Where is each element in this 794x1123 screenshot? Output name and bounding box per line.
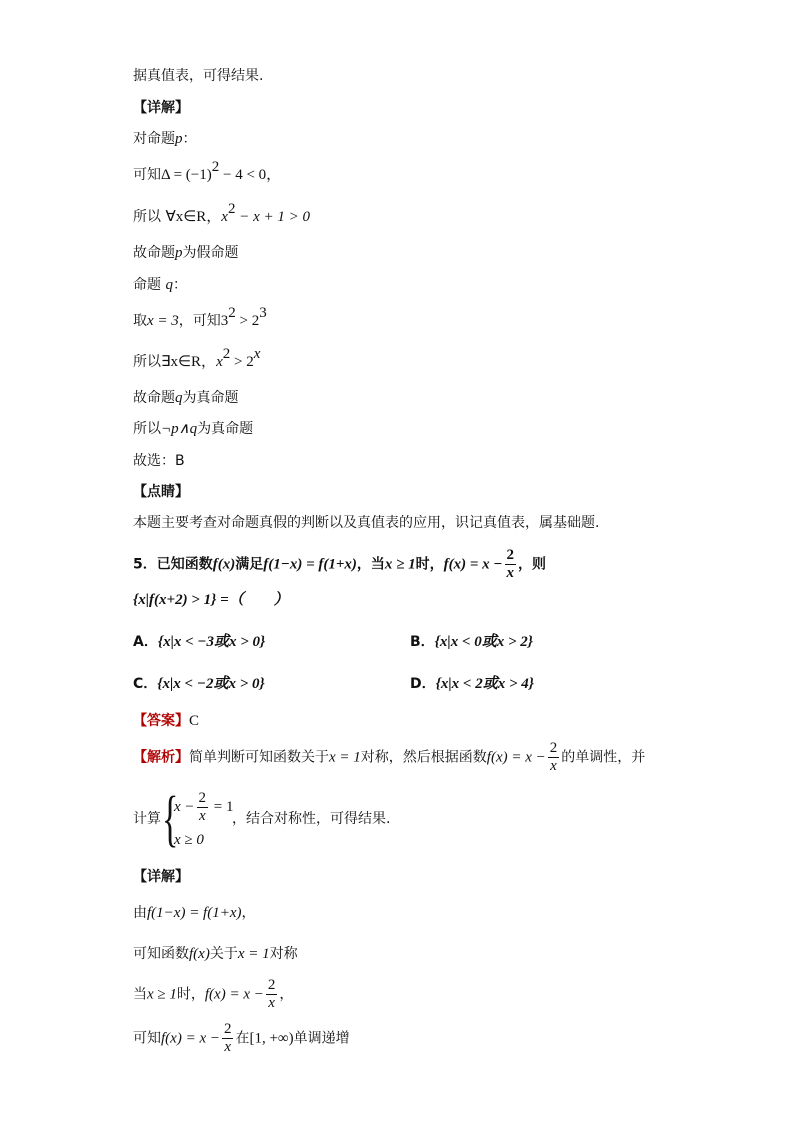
- analysis-line: 【解析】简单判断可知函数关于x = 1对称，然后根据函数f(x) = x − $\frac{2}{x}$ 的单调性，并: [133, 740, 646, 774]
- calc-label: 计算: [133, 811, 161, 827]
- option-a: A．{x|x < −3或x > 0}: [133, 634, 266, 650]
- system-eq-1: x − $\frac{2}{x}$ = 1: [174, 789, 234, 824]
- text-line: 据真值表，可得结果.: [133, 68, 264, 84]
- math-line: 由f(1−x) = f(1+x)，: [133, 905, 256, 921]
- text-line: 故命题p为假命题: [133, 245, 239, 261]
- text-line: 本题主要考查对命题真假的判断以及真值表的应用，识记真值表，属基础题.: [133, 515, 600, 531]
- math-line: 取x = 3，可知$3^2 > 2^3$: [133, 305, 267, 329]
- option-b: B．{x|x < 0或x > 2}: [410, 634, 534, 650]
- text-line: 故选：B: [133, 453, 185, 469]
- math-line: 所以∃x∈R，$x^2 > 2^x$: [133, 346, 261, 370]
- question-5: 5．已知函数f(x)满足f(1−x) = f(1+x)，当x ≥ 1时，f(x) = x − $\frac{2}{x}$ ，则: [133, 547, 547, 581]
- math-line: 可知f(x) = x − $\frac{2}{x}$ 在[1, +∞)单调递增: [133, 1021, 350, 1055]
- system-eq-2: x ≥ 0: [174, 832, 204, 848]
- math-line: 可知$\Delta = (-1)^2 - 4 < 0$，: [133, 159, 282, 183]
- answer-line: 【答案】C: [133, 713, 200, 729]
- section-heading: 【详解】: [133, 869, 189, 885]
- section-heading: 【点睛】: [133, 484, 189, 500]
- text-line: 所以¬p∧q为真命题: [133, 421, 254, 437]
- text-line: 对命题p：: [133, 131, 197, 147]
- option-d: D．{x|x < 2或x > 4}: [410, 676, 534, 692]
- calc-end: ，结合对称性，可得结果.: [232, 811, 391, 827]
- math-line: 当x ≥ 1时，f(x) = x − $\frac{2}{x}$ ，: [133, 977, 294, 1011]
- question-5-set: {x|f(x+2) > 1} =（ ）: [133, 592, 289, 608]
- math-line: 可知函数f(x)关于x = 1对称: [133, 946, 298, 962]
- text-line: 命题 q：: [133, 277, 187, 293]
- section-heading: 【详解】: [133, 100, 189, 116]
- math-line: 所以 ∀x∈R，$x^2 - x + 1 > 0$: [133, 201, 310, 225]
- option-c: C．{x|x < −2或x > 0}: [133, 676, 265, 692]
- system-brace: {: [162, 785, 179, 853]
- text-line: 故命题q为真命题: [133, 390, 239, 406]
